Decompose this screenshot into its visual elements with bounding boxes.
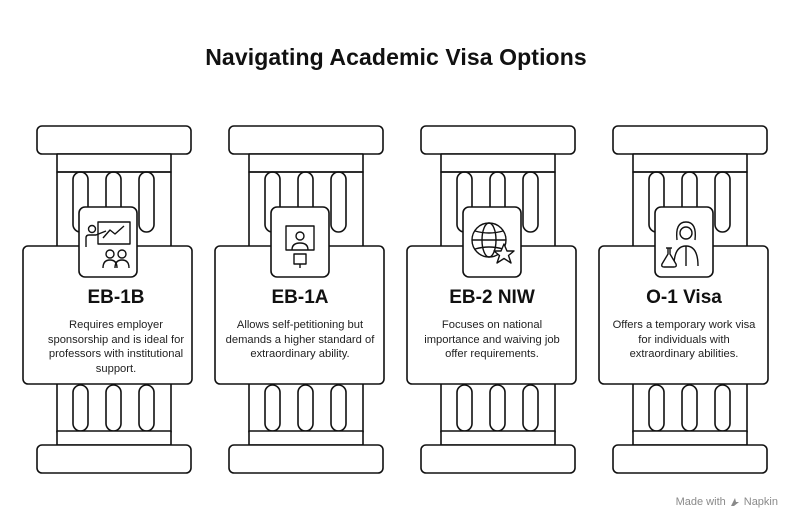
pillar-description-eb-2-niw: Focuses on national importance and waiving job offer requirements. bbox=[424, 319, 560, 360]
pillar-description-eb-1b: Requires employer sponsorship and is ideal for professors with institutional support. bbox=[47, 319, 185, 375]
pillar-description-o-1-visa: Offers a temporary work visa for individuals with extraordinary abilities. bbox=[612, 319, 756, 360]
pillar-title-o-1-visa: O-1 Visa bbox=[646, 287, 722, 308]
pillar-title-eb-2-niw: EB-2 NIW bbox=[449, 287, 535, 308]
pillar-title-eb-1b: EB-1B bbox=[87, 287, 145, 308]
pillar-title-eb-1a: EB-1A bbox=[271, 287, 329, 308]
napkin-logo-icon bbox=[730, 497, 740, 507]
watermark-prefix: Made with bbox=[675, 496, 726, 508]
page-title: Navigating Academic Visa Options bbox=[205, 44, 587, 70]
watermark-brand: Napkin bbox=[743, 496, 778, 508]
pillar-description-eb-1a: Allows self-petitioning but demands a higher standard of extraordinary ability. bbox=[225, 319, 375, 360]
watermark bbox=[676, 496, 778, 508]
